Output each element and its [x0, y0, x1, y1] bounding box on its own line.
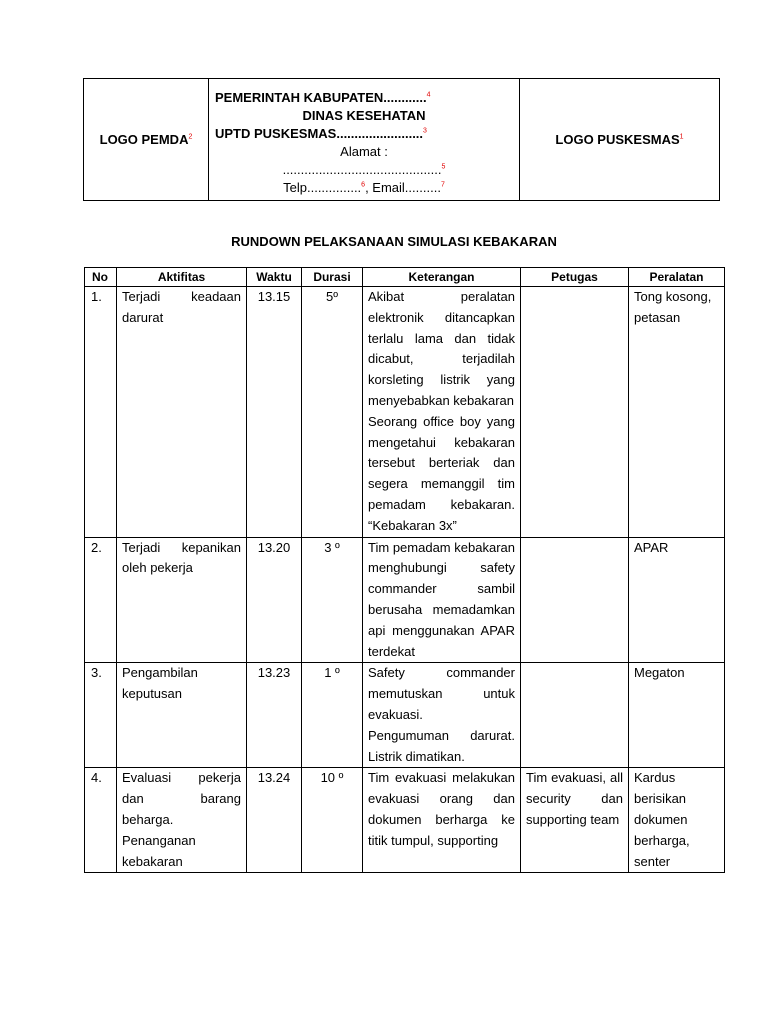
row-petugas: [521, 537, 629, 663]
pemerintah-line: PEMERINTAH KABUPATEN............$^4$: [215, 89, 431, 105]
footnote-ref: 4: [426, 91, 431, 99]
row-keterangan: [363, 768, 521, 873]
keterangan-paragraph: Tim pemadam kebakaran menghubungi safety commander sambil berusaha memadamkan api menggunakan APAR terdekat: [368, 539, 515, 659]
table-header-row: [85, 268, 725, 287]
row-durasi: 3 º: [302, 537, 363, 663]
keterangan-paragraph: Tim evakuasi melakukan evakuasi orang dan dokumen berharga ke titik tumpul, supporting: [368, 770, 515, 848]
col-header-peralatan: Peralatan: [629, 268, 725, 287]
keterangan-paragraph: Seorang office boy yang mengetahui kebakaran tersebut berteriak dan segera memanggil tim pemadam kebakaran. “Kebakaran 3x”: [368, 413, 515, 533]
row-peralatan: Megaton: [629, 663, 725, 768]
letterhead-center: [209, 79, 520, 201]
row-peralatan: APAR: [629, 537, 725, 663]
footnote-ref: 3: [423, 127, 427, 135]
col-header-waktu: Waktu: [247, 268, 302, 287]
rundown-table: [84, 267, 725, 873]
col-header-no: No: [85, 268, 117, 287]
footnote-ref: 6: [361, 181, 366, 189]
document-title: RUNDOWN PELAKSANAAN SIMULASI KEBAKARAN: [231, 234, 557, 249]
logo-pemda-placeholder: [84, 79, 209, 201]
row-no: 1.: [85, 287, 117, 538]
table-row: [85, 768, 725, 873]
row-waktu: 13.24: [247, 768, 302, 873]
row-no: 3.: [85, 663, 117, 768]
row-petugas: [521, 287, 629, 538]
row-peralatan: Tong kosong, petasan: [629, 287, 725, 538]
table-row: [85, 663, 725, 768]
footnote-ref: 1: [679, 133, 684, 141]
alamat-dots: ............................................$^5$: [282, 161, 446, 177]
row-petugas: [521, 663, 629, 768]
row-waktu: 13.15: [247, 287, 302, 538]
contact-line: Telp...............$^6$, Email..........$^7$: [283, 179, 445, 195]
letterhead-table: [83, 78, 720, 201]
col-header-keterangan: Keterangan: [363, 268, 521, 287]
footnote-ref: 2: [188, 133, 193, 141]
row-waktu: 13.23: [247, 663, 302, 768]
row-aktifitas: [117, 768, 247, 873]
logo-puskesmas-placeholder: [520, 79, 720, 201]
row-aktifitas: Pengambilan keputusan: [117, 663, 247, 768]
dinas-line: DINAS KESEHATAN: [302, 107, 426, 123]
row-keterangan: [363, 537, 521, 663]
keterangan-paragraph: Pengumuman darurat. Listrik dimatikan.: [368, 727, 515, 764]
col-header-aktifitas: Aktifitas: [117, 268, 247, 287]
aktifitas-paragraph: Evaluasi pekerja dan barang beharga.: [122, 770, 241, 827]
row-keterangan: [363, 663, 521, 768]
row-peralatan: Kardus berisikan dokumen berharga, senter: [629, 768, 725, 873]
table-row: [85, 537, 725, 663]
alamat-label: Alamat :: [340, 143, 388, 159]
logo-pemda-label: LOGO PEMDA: [99, 132, 189, 147]
footnote-ref: 7: [440, 181, 445, 189]
row-petugas: Tim evakuasi, all security dan supporting team: [521, 768, 629, 873]
col-header-petugas: Petugas: [521, 268, 629, 287]
logo-puskesmas-label: LOGO PUSKESMAS: [555, 132, 680, 147]
footnote-ref: 5: [441, 163, 446, 171]
row-waktu: 13.20: [247, 537, 302, 663]
row-aktifitas: Terjadi kepanikan oleh pekerja: [117, 537, 247, 663]
row-no: 4.: [85, 768, 117, 873]
uptd-line: UPTD PUSKESMAS........................$^3$: [215, 125, 427, 141]
col-header-durasi: Durasi: [302, 268, 363, 287]
row-aktifitas: Terjadi keadaan darurat: [117, 287, 247, 538]
row-durasi: 5º: [302, 287, 363, 538]
aktifitas-paragraph: Penanganan kebakaran: [122, 832, 196, 869]
keterangan-paragraph: Safety commander memutuskan untuk evakuasi.: [368, 665, 515, 722]
row-durasi: 10 º: [302, 768, 363, 873]
table-row: [85, 287, 725, 538]
row-keterangan: [363, 287, 521, 538]
row-no: 2.: [85, 537, 117, 663]
keterangan-paragraph: Akibat peralatan elektronik ditancapkan terlalu lama dan tidak dicabut, terjadilah korsleting listrik yang menyebabkan kebakaran: [368, 289, 515, 408]
row-durasi: 1 º: [302, 663, 363, 768]
